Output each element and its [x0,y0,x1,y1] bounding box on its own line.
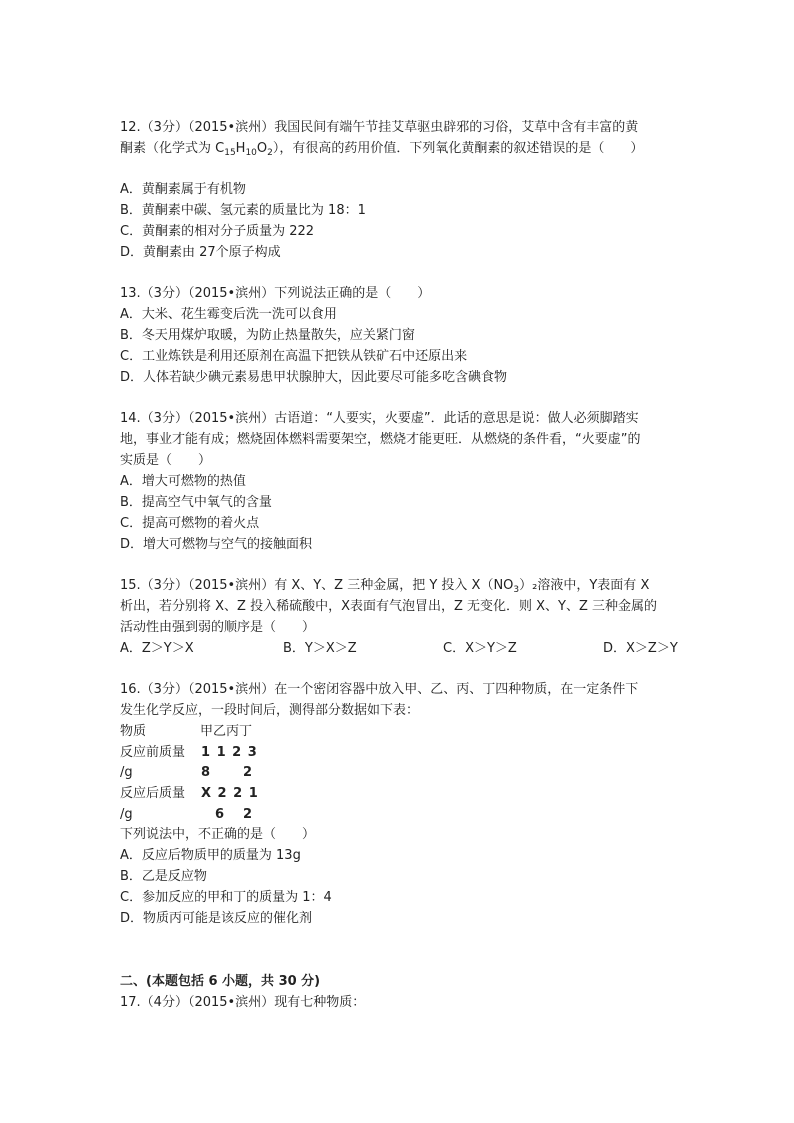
q12-option-c: C．黄酮素的相对分子质量为 222 [120,224,315,239]
q15-option-a: A．Z＞Y＞X [120,641,194,656]
q14-option-d: D．增大可燃物与空气的接触面积 [120,537,313,552]
q16-stem2: 下列说法中，不正确的是（ ） [120,827,316,842]
q14-option-b: B．提高空气中氧气的含量 [120,495,272,510]
q12-formula-sub-c: 15 [224,148,236,158]
q12-option-d: D．黄酮素由 27个原子构成 [120,245,281,260]
q15-option-c: C．X＞Y＞Z [443,641,517,656]
q16-table-row1-unit: /g [120,765,133,780]
q13-option-d: D．人体若缺少碘元素易患甲状腺肿大，因此要尽可能多吃含碘食物 [120,370,508,385]
q15-option-b: B．Y＞X＞Z [283,641,357,656]
q12-formula-sub-o: 2 [267,148,273,158]
q16-stem-line2: 发生化学反应，一段时间后，测得部分数据如下表： [120,703,420,718]
q16-table-row2-values: X 2 2 1 [201,786,259,801]
q13-option-c: C．工业炼铁是利用还原剂在高温下把铁从铁矿石中还原出来 [120,349,468,364]
q15-stem-line1-pre: 15.（3分）（2015•滨州）有 X、Y、Z 三种金属，把 Y 投入 X（NO [120,578,514,593]
q16-option-b: B．乙是反应物 [120,869,207,884]
q16-table-row1-values: 1 1 2 3 [201,745,258,760]
q17-stem: 17.（4分）（2015•滨州）现有七种物质： [120,995,366,1010]
q12-stem-line2-pre: 酮素（化学式为 C [120,141,225,156]
q12-stem-line2 [120,140,643,158]
q12-formula-h: H [235,141,246,156]
q14-option-c: C．提高可燃物的着火点 [120,516,260,531]
q13-option-a: A．大米、花生霉变后洗一洗可以食用 [120,307,337,322]
q15-option-d: D．X＞Z＞Y [603,641,678,656]
q16-stem-line1: 16.（3分）（2015•滨州）在一个密闭容器中放入甲、乙、丙、丁四种物质，在一定条件下 [120,682,639,697]
q14-stem-line2: 地，事业才能有成；燃烧固体燃料需要架空，燃烧才能更旺．从燃烧的条件看，“火要虚”的 [120,432,641,447]
q15-nitrate-sub: 3 [513,585,520,595]
q16-table-header-values: 甲乙丙丁 [200,724,253,739]
q12-formula-sub-h: 10 [245,148,257,158]
q12-stem-line1: 12.（3分）（2015•滨州）我国民间有端午节挂艾草驱虫辟邪的习俗，艾草中含有丰富的黄 [120,120,639,135]
q13-stem: 13.（3分）（2015•滨州）下列说法正确的是（ ） [120,286,431,301]
q12-option-a: A．黄酮素属于有机物 [120,182,246,197]
q12-option-b: B．黄酮素中碳、氢元素的质量比为 18：1 [120,203,366,218]
q12-formula-o: O [256,141,268,156]
q14-stem-line3: 实质是（ ） [120,453,212,468]
q16-table-row2-values2-a: 6 [215,807,225,822]
q14-option-a: A．增大可燃物的热值 [120,474,246,489]
q15-stem-line3: 活动性由强到弱的顺序是（ ） [120,620,316,635]
q16-option-d: D．物质丙可能是该反应的催化剂 [120,911,313,926]
q16-option-c: C．参加反应的甲和丁的质量为 1：4 [120,890,332,905]
q16-table-row2-unit: /g [120,807,133,822]
q14-stem-line1: 14.（3分）（2015•滨州）古语道：“人要实，火要虚”．此话的意思是说：做人必须脚踏实 [120,411,639,426]
q16-table-row1-values2-b: 2 [243,765,253,780]
q16-table-row2-label: 反应后质量 [120,786,186,801]
q15-stem-line1 [120,577,649,595]
q15-stem-line2: 析出，若分别将 X、Z 投入稀硫酸中，X表面有气泡冒出，Z 无变化．则 X、Y、Z 三种金属的 [120,599,658,614]
section2-title: 二、(本题包括 6 小题，共 30 分) [120,974,321,989]
q15-stem-line1-post: ）₂溶液中，Y表面有 X [519,578,650,593]
q16-table-row2-values2-b: 2 [243,807,253,822]
q12-stem-line2-post: ），有很高的药用价值．下列氧化黄酮素的叙述错误的是（ ） [272,141,644,156]
q16-table-row1-label: 反应前质量 [120,745,186,760]
q13-option-b: B．冬天用煤炉取暖，为防止热量散失，应关紧门窗 [120,328,415,343]
q16-table-row1-values2-a: 8 [201,765,211,780]
q16-table-header-label: 物质 [120,724,147,739]
q16-option-a: A．反应后物质甲的质量为 13g [120,848,301,863]
